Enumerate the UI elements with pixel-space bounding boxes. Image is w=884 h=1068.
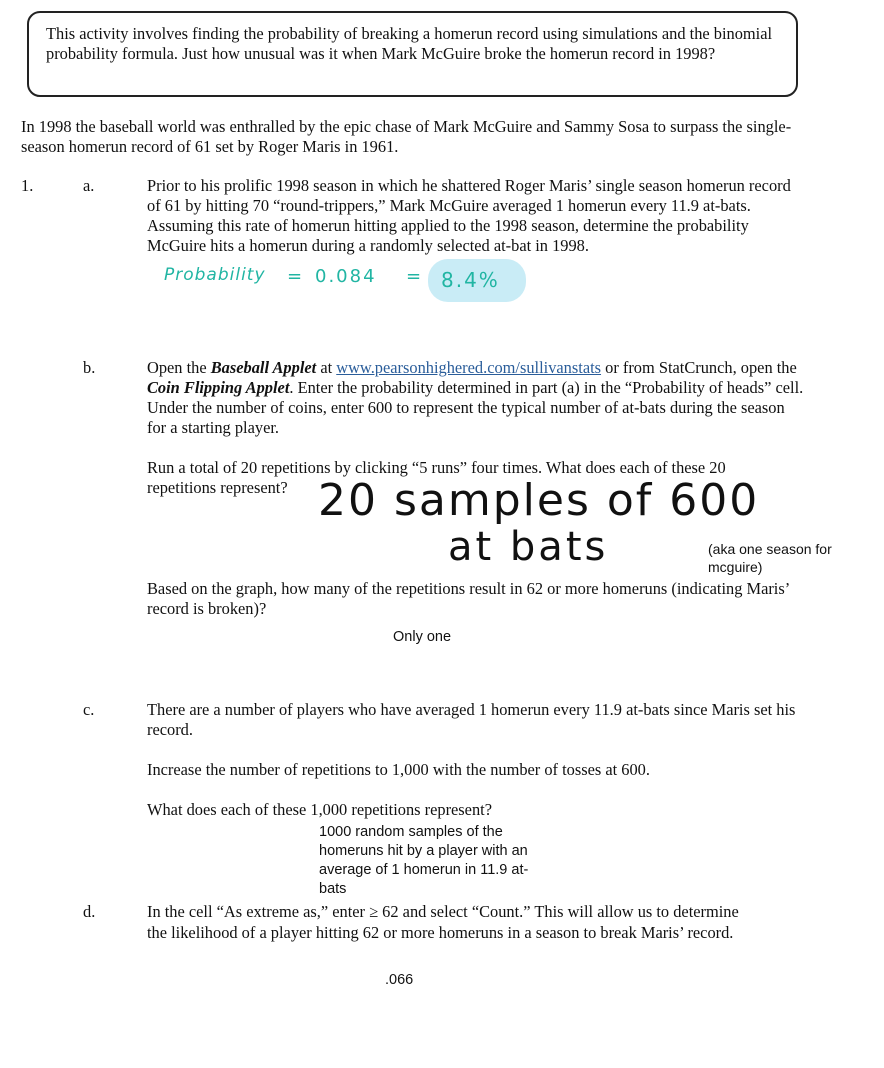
part-b-line-2: repetitions represent? (147, 478, 288, 497)
part-b-note-1: (aka one season for (708, 541, 832, 557)
part-b-note-2: mcguire) (708, 559, 763, 575)
part-c-paragraph-3: What does each of these 1,000 repetitions represent? (147, 800, 492, 819)
part-d-line-1 (147, 902, 847, 922)
part-a-letter: a. (83, 176, 95, 195)
coin-applet-name: Coin Flipping Applet (147, 378, 290, 397)
part-a-answer-value: 0.084 (315, 266, 377, 287)
part-b-handwritten-1: 20 samples of 600 (318, 475, 760, 526)
part-c-paragraph-1: There are a number of players who have averaged 1 homerun every 11.9 at-bats since Maris set his record. (147, 700, 796, 739)
geq-symbol: ≥ (369, 902, 379, 921)
part-c-paragraph-2: Increase the number of repetitions to 1,000 with the number of tosses at 600. (147, 760, 650, 779)
part-b-paragraph-1 (147, 358, 807, 438)
question-number: 1. (21, 176, 34, 195)
part-a-answer-equals-1: = (287, 266, 303, 287)
part-c-answer-line: average of 1 homerun in 11.9 at- (319, 862, 529, 878)
baseball-applet-name: Baseball Applet (210, 358, 317, 377)
part-c-answer (319, 823, 579, 899)
text-mid: or from StatCrunch, open the (601, 358, 797, 377)
part-d-text-post: 62 and select “Count.” This will allow us to determine (378, 902, 739, 921)
pearson-link[interactable]: www.pearsonhighered.com/sullivanstats (336, 358, 602, 377)
part-c-letter: c. (83, 700, 95, 719)
text-at: at (316, 358, 337, 377)
text-open: Open the (147, 358, 211, 377)
part-b-paragraph-3: Based on the graph, how many of the repetitions result in 62 or more homeruns (indicating Maris’ record is broken)? (147, 579, 789, 618)
part-d-text-pre: In the cell “As extreme as,” enter (147, 902, 370, 921)
part-a-answer-equals-2: = (406, 266, 422, 287)
part-c-answer-line: 1000 random samples of the (319, 824, 503, 840)
part-d-answer: .066 (385, 972, 414, 988)
part-b-letter: b. (83, 358, 96, 377)
part-c-answer-line: bats (319, 881, 347, 897)
part-b-answer: Only one (393, 629, 452, 645)
part-d-line-2: the likelihood of a player hitting 62 or more homeruns in a season to break Maris’ record. (147, 923, 734, 942)
part-c-answer-line: homeruns hit by a player with an (319, 843, 528, 859)
part-b-handwritten-2: at bats (448, 524, 609, 570)
part-d-letter: d. (83, 902, 96, 921)
part-a-text: Prior to his prolific 1998 season in which he shattered Roger Maris’ single season homerun record of 61 by hitting 70 “round-trippers,” Mark McGuire averaged 1 homerun every 11.9 at-bats. Assuming this rate of homerun hitting applied to the 1998 season, determine the probability McGuire hits a homerun during a randomly selected at-bat in 1998. (147, 176, 791, 255)
lead-paragraph: In 1998 the baseball world was enthralled by the epic chase of Mark McGuire and Sammy Sosa to surpass the single-season homerun record of 61 set by Roger Maris in 1961. (21, 117, 792, 156)
intro-text: This activity involves finding the probability of breaking a homerun record using simulations and the binomial probability formula. Just how unusual was it when Mark McGuire broke the homerun record in 1998? (46, 24, 773, 63)
part-a-answer-percent: 8.4% (441, 268, 500, 292)
text-rest: . Enter the probability determined in part (a) in the “Probability of heads” cell. Under the number of coins, enter 600 to represent the typical number of at-bats during the season for a starting player. (147, 378, 804, 437)
part-b-line-1: Run a total of 20 repetitions by clicking “5 runs” four times. What does each of these 20 (147, 458, 726, 477)
part-a-answer-label: Probability (164, 265, 266, 285)
